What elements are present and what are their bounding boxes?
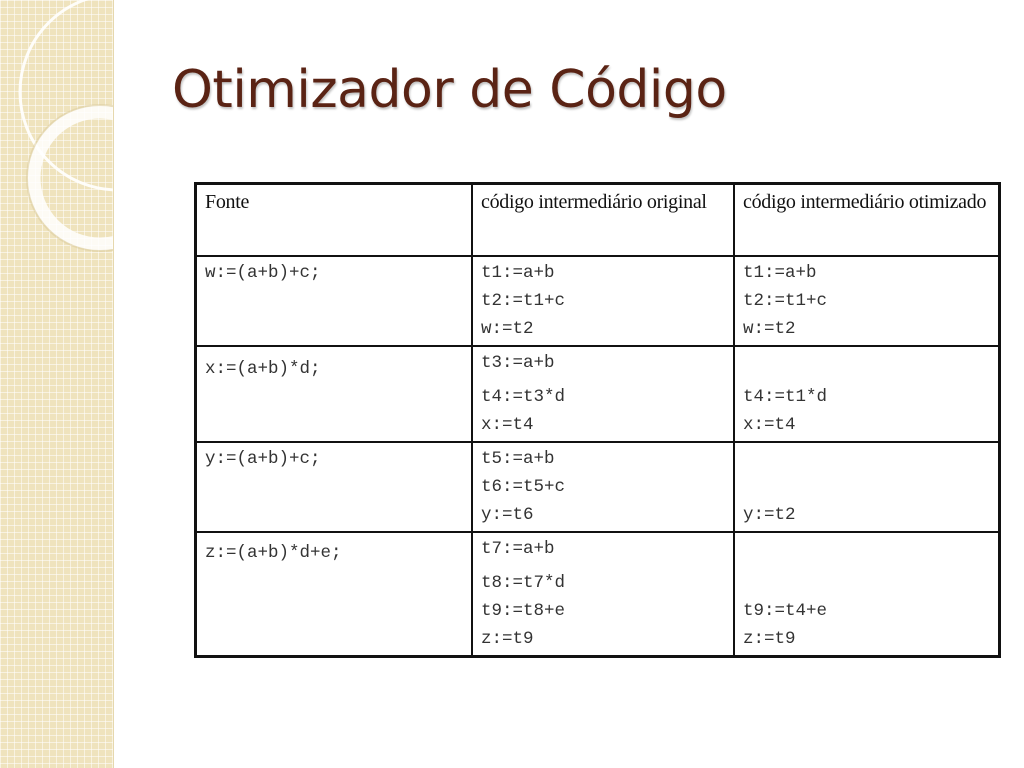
source-code: x:=(a+b)*d; [205, 359, 321, 379]
code-line: w:=t2 [481, 319, 534, 339]
original-cell [472, 346, 734, 442]
source-cell [196, 532, 473, 657]
code-line: y:=t2 [743, 505, 796, 525]
table-row [196, 256, 1000, 346]
source-code: y:=(a+b)+c; [205, 449, 321, 469]
code-line: y:=t6 [481, 505, 534, 525]
original-cell [472, 532, 734, 657]
source-cell [196, 442, 473, 532]
code-line: w:=t2 [743, 319, 796, 339]
decorative-rings [0, 0, 113, 768]
code-line: t6:=t5+c [481, 477, 566, 497]
code-line: z:=t9 [743, 629, 796, 649]
code-line: t7:=a+b [481, 539, 555, 559]
original-cell [472, 256, 734, 346]
optimized-cell [734, 442, 1000, 532]
table-row [196, 346, 1000, 442]
code-line: t5:=a+b [481, 449, 555, 469]
decorative-sidebar [0, 0, 114, 768]
code-line: t9:=t8+e [481, 601, 566, 621]
code-line: t1:=a+b [743, 263, 817, 283]
table-row [196, 442, 1000, 532]
optimized-cell [734, 256, 1000, 346]
source-cell [196, 346, 473, 442]
slide-title: Otimizador de Código [172, 60, 727, 120]
source-code: z:=(a+b)*d+e; [205, 543, 342, 563]
source-code: w:=(a+b)+c; [205, 263, 321, 283]
code-line: x:=t4 [743, 415, 796, 435]
table-row [196, 532, 1000, 657]
optimized-cell [734, 346, 1000, 442]
code-line: t8:=t7*d [481, 573, 566, 593]
code-line: z:=t9 [481, 629, 534, 649]
header-original: código intermediário original [472, 184, 734, 257]
code-line: t1:=a+b [481, 263, 555, 283]
code-line: t4:=t3*d [481, 387, 566, 407]
code-line: t2:=t1+c [743, 291, 828, 311]
table-header-row [196, 184, 1000, 257]
code-optimization-table [194, 182, 1001, 658]
code-line: t9:=t4+e [743, 601, 828, 621]
optimized-cell [734, 532, 1000, 657]
code-line: t4:=t1*d [743, 387, 828, 407]
source-cell [196, 256, 473, 346]
code-line: t2:=t1+c [481, 291, 566, 311]
code-line: t3:=a+b [481, 353, 555, 373]
header-fonte: Fonte [196, 184, 473, 257]
original-cell [472, 442, 734, 532]
header-optimized: código intermediário otimizado [734, 184, 1000, 257]
code-line: x:=t4 [481, 415, 534, 435]
